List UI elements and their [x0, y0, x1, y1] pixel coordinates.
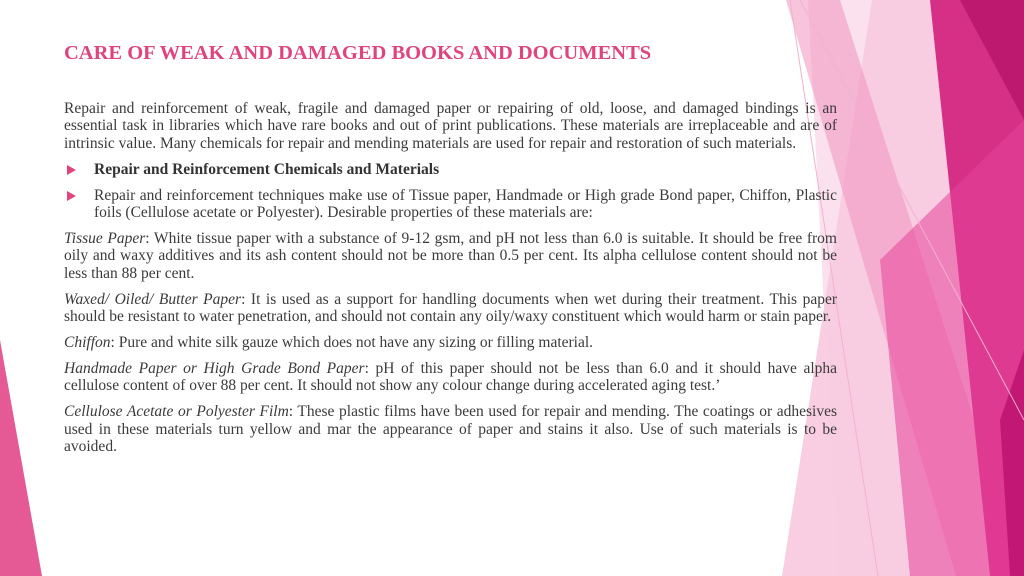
bullet-heading: Repair and Reinforcement Chemicals and Materials: [94, 160, 440, 178]
definition-text: : White tissue paper with a substance of 9-12 gsm, and pH not less than 6.0 is suitable. It should be free from oily and waxy additives and its ash content should not be more than 0.5 per cent. Its alpha cellulose content should not be less than 88 per cent.: [64, 229, 837, 282]
bullet-arrow-icon: [67, 165, 76, 175]
bullet-text: Repair and reinforcement techniques make use of Tissue paper, Handmade or High grade Bond paper, Chiffon, Plastic foils (Cellulose acetate or Polyester). Desirable properties of these materials are:: [94, 186, 837, 222]
definition-cellulose-acetate: [64, 403, 837, 455]
slide-body: [64, 100, 837, 464]
definition-text: : It is used as a support for handling documents when wet during their treatment. This paper should be resistant to water penetration, and should not contain any oily/waxy constituent which would harm or stain paper.: [64, 290, 837, 326]
definition-text: : Pure and white silk gauze which does not have any sizing or filling material.: [110, 333, 594, 351]
intro-paragraph: Repair and reinforcement of weak, fragile and damaged paper or repairing of old, loose, and damaged bindings is an essential task in libraries which have rare books and out of print publications. These materials are irreplaceable and are of intrinsic value. Many chemicals for repair and mending materials are used for repair and restoration of such materials.: [64, 100, 837, 152]
definition-term: Chiffon: [64, 333, 111, 351]
bullet-arrow-icon: [67, 191, 76, 201]
definition-term: Cellulose Acetate or Polyester Film: [64, 403, 289, 421]
definition-term: Handmade Paper or High Grade Bond Paper: [64, 359, 365, 377]
definition-waxed-paper: [64, 291, 837, 326]
definition-term: Waxed/ Oiled/ Butter Paper: [64, 290, 242, 308]
definition-term: Tissue Paper: [64, 229, 146, 247]
bullet-item: [64, 161, 837, 178]
definition-text: : These plastic films have been used for repair and mending. The coatings or adhesives used in these materials turn yellow and mar the appearance of paper and stains it also. Use of such materials is to be avoided.: [64, 403, 837, 455]
definition-tissue-paper: [64, 230, 837, 282]
bullet-item: [64, 187, 837, 222]
slide-title: CARE OF WEAK AND DAMAGED BOOKS AND DOCUMENTS: [64, 42, 652, 64]
definition-handmade-paper: [64, 360, 837, 395]
definition-text: : pH of this paper should not be less than 6.0 and it should have alpha cellulose content of over 88 per cent. It should not show any colour change during accelerated aging test.’: [64, 359, 838, 395]
definition-chiffon: [64, 334, 837, 351]
